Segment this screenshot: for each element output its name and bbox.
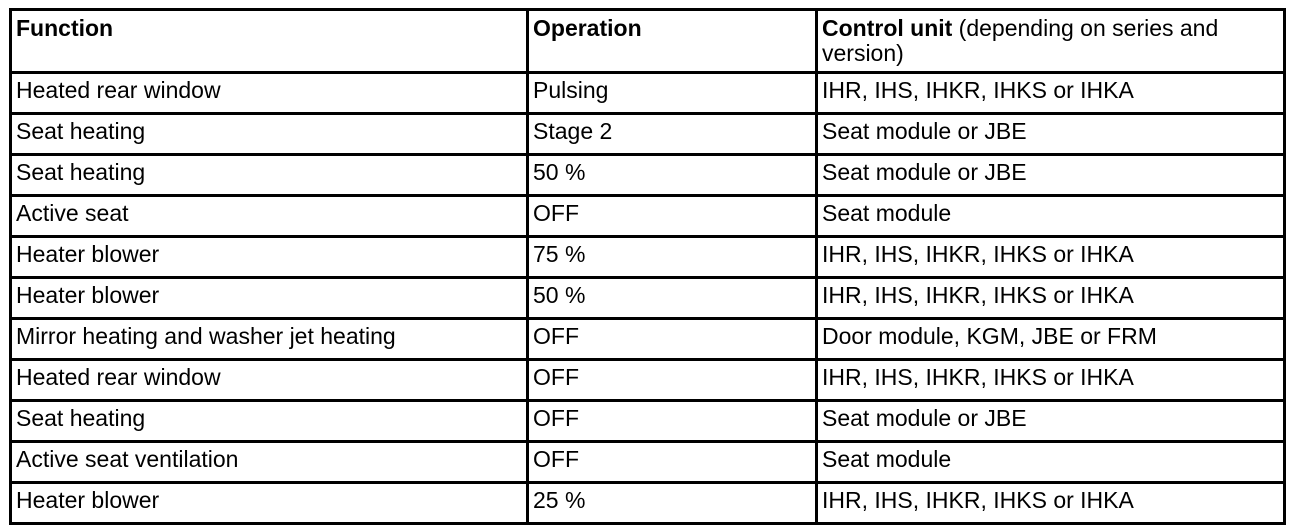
- cell-control-unit: IHR, IHS, IHKR, IHKS or IHKA: [817, 278, 1285, 319]
- header-function: Function: [11, 10, 528, 73]
- cell-control-unit: Door module, KGM, JBE or FRM: [817, 319, 1285, 360]
- cell-function: Heated rear window: [11, 360, 528, 401]
- table-row: [11, 73, 1285, 114]
- cell-operation: OFF: [528, 360, 817, 401]
- table-row: [11, 401, 1285, 442]
- cell-function: Seat heating: [11, 114, 528, 155]
- table-row: [11, 114, 1285, 155]
- table-row: [11, 155, 1285, 196]
- cell-operation: OFF: [528, 401, 817, 442]
- header-row: [11, 10, 1285, 73]
- table-row: [11, 196, 1285, 237]
- table-row: [11, 319, 1285, 360]
- table-row: [11, 237, 1285, 278]
- header-control-unit: [817, 10, 1285, 73]
- cell-operation: Pulsing: [528, 73, 817, 114]
- cell-function: Heated rear window: [11, 73, 528, 114]
- cell-operation: 25 %: [528, 483, 817, 524]
- cell-control-unit: Seat module or JBE: [817, 401, 1285, 442]
- cell-function: Mirror heating and washer jet heating: [11, 319, 528, 360]
- table-row: [11, 483, 1285, 524]
- cell-operation: OFF: [528, 319, 817, 360]
- cell-control-unit: IHR, IHS, IHKR, IHKS or IHKA: [817, 360, 1285, 401]
- cell-operation: Stage 2: [528, 114, 817, 155]
- cell-control-unit: Seat module or JBE: [817, 114, 1285, 155]
- cell-control-unit: IHR, IHS, IHKR, IHKS or IHKA: [817, 73, 1285, 114]
- cell-function: Seat heating: [11, 401, 528, 442]
- header-control-unit-note: (depending on series and version): [822, 15, 1219, 66]
- cell-function: Heater blower: [11, 483, 528, 524]
- header-control-unit-label: Control unit: [822, 15, 953, 41]
- cell-function: Heater blower: [11, 278, 528, 319]
- header-operation: Operation: [528, 10, 817, 73]
- cell-control-unit: IHR, IHS, IHKR, IHKS or IHKA: [817, 483, 1285, 524]
- table-row: [11, 360, 1285, 401]
- cell-control-unit: Seat module or JBE: [817, 155, 1285, 196]
- cell-operation: 50 %: [528, 278, 817, 319]
- cell-operation: OFF: [528, 196, 817, 237]
- load-shedding-table: [9, 8, 1286, 525]
- cell-function: Active seat: [11, 196, 528, 237]
- cell-operation: 50 %: [528, 155, 817, 196]
- cell-control-unit: Seat module: [817, 442, 1285, 483]
- cell-operation: 75 %: [528, 237, 817, 278]
- cell-function: Heater blower: [11, 237, 528, 278]
- table-row: [11, 278, 1285, 319]
- cell-operation: OFF: [528, 442, 817, 483]
- table-row: [11, 442, 1285, 483]
- cell-function: Active seat ventilation: [11, 442, 528, 483]
- cell-control-unit: IHR, IHS, IHKR, IHKS or IHKA: [817, 237, 1285, 278]
- cell-control-unit: Seat module: [817, 196, 1285, 237]
- cell-function: Seat heating: [11, 155, 528, 196]
